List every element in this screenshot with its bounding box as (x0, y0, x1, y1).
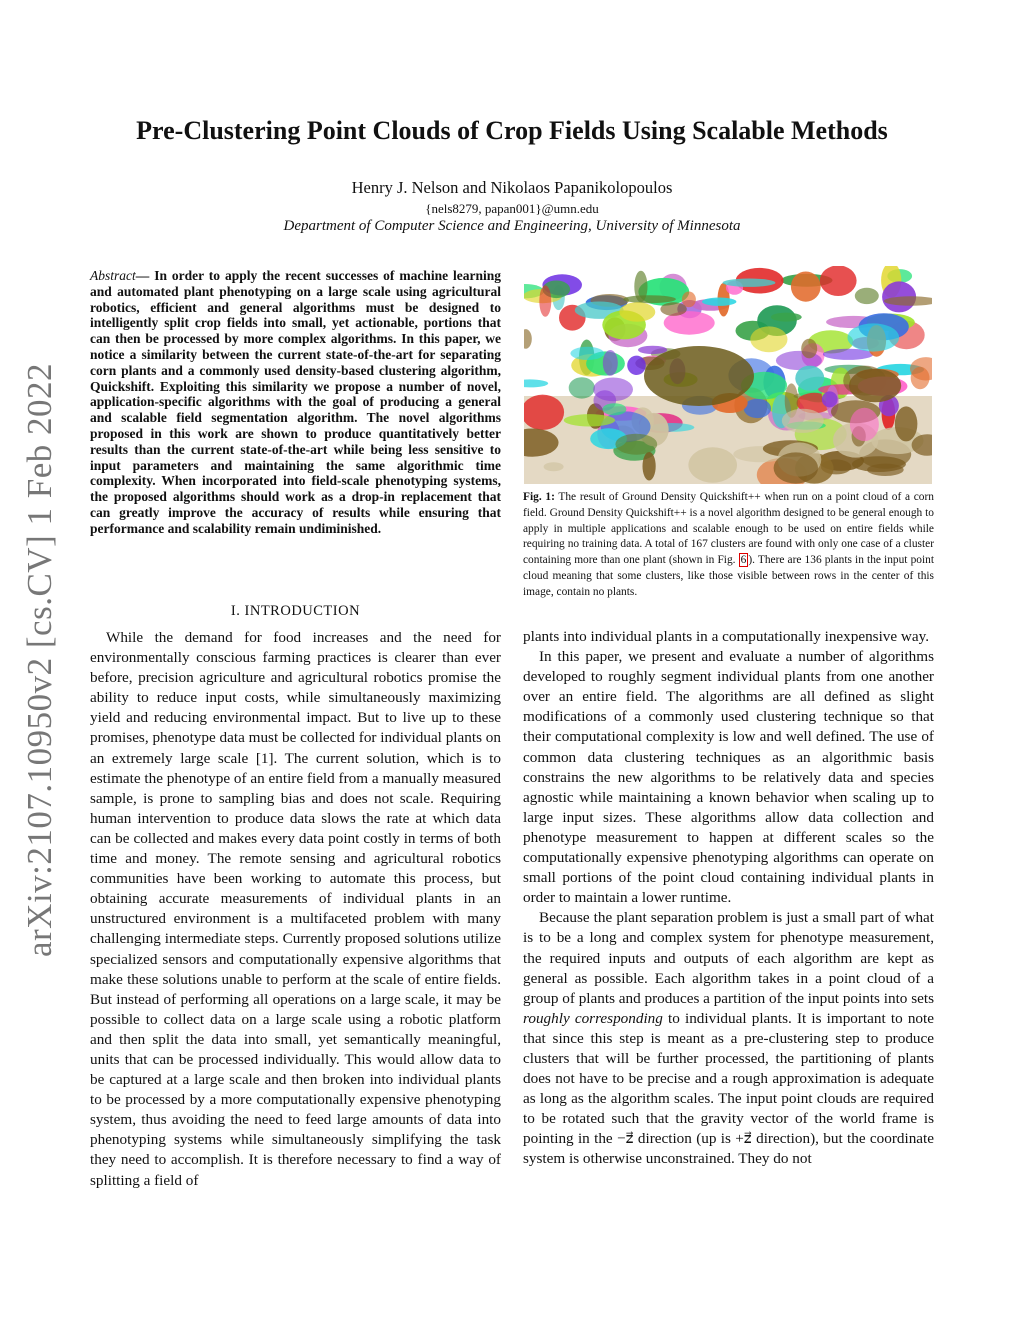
point-cluster (539, 285, 551, 316)
point-cluster (638, 346, 667, 354)
affiliation: Department of Computer Science and Engineering, University of Minnesota (283, 218, 741, 234)
section-title: INTRODUCTION (244, 603, 361, 619)
paper-title: Pre-Clustering Point Clouds of Crop Fields Using Scalable Methods (136, 116, 888, 145)
author-emails: {nels8279, papan001}@umn.edu (425, 201, 599, 216)
point-cluster (643, 452, 656, 481)
p3-part-c: direction (up is (633, 1130, 736, 1148)
point-cluster (615, 434, 657, 455)
caption-text-1: The result of Ground Density Quickshift++ when run on a point cloud of a corn field. Ground Density Quickshift++ is a novel algorithm designed to be general enough to apply in multiple applications and scalable enough to be used on entire fields while requiring no training data. A total of 167 clusters are found with only one case of a cluster containing more than one plant (shown in Fig. (523, 491, 934, 567)
point-cluster (911, 367, 930, 389)
p3-part-b: to individual plants. It is important to note that since this step is meant as a pre-clustering step to produce clusters that will be further processed, the partitioning of plants does not have to be precise and a rough approximation is adequate as long as the algorithm scales. The input point clouds are required to be rotated such that the gravity vector of the world frame is pointing in the (523, 1009, 934, 1148)
point-cluster (850, 408, 879, 441)
point-cluster (848, 323, 900, 351)
abstract (90, 268, 501, 537)
paper-authors: Henry J. Nelson and Nikolaos Papanikolopoulos (351, 178, 673, 197)
plus-z-vector: +z⃗ (735, 1130, 752, 1148)
figure-label: Fig. 1: (523, 491, 555, 503)
minus-z-vector: −z⃗ (617, 1130, 634, 1148)
point-cluster (627, 356, 646, 375)
point-cluster (822, 391, 838, 407)
figure-caption (523, 490, 934, 601)
point-cluster (644, 346, 754, 406)
point-cluster (619, 302, 655, 321)
section-heading-introduction (90, 603, 501, 620)
point-cluster (791, 272, 821, 302)
point-cluster (570, 347, 604, 360)
right-column-body (523, 627, 934, 1170)
point-cluster (602, 403, 626, 415)
figure-reference-link[interactable]: 6 (740, 554, 747, 567)
point-cluster (820, 266, 857, 296)
point-cluster (524, 329, 532, 349)
point-cluster (723, 279, 776, 287)
arxiv-id: arXiv:2107.10950v2 [cs.CV] 1 Feb 2022 (20, 362, 59, 958)
point-cluster (750, 326, 787, 352)
point-cluster (569, 377, 595, 398)
point-cluster (603, 350, 618, 376)
introduction-body (90, 628, 501, 1191)
paragraph-continuation: plants into individual plants in a computationally inexpensive way. (523, 628, 930, 645)
point-cluster (849, 369, 901, 403)
point-cluster (782, 409, 824, 433)
point-cluster (895, 406, 918, 441)
abstract-dash: — (135, 268, 155, 283)
point-cluster (623, 295, 676, 303)
section-number: I. (230, 603, 241, 619)
point-cluster (660, 302, 686, 316)
point-cluster (564, 414, 615, 426)
point-cluster (855, 288, 879, 304)
p3-emphasis: roughly corresponding (523, 1009, 663, 1027)
paragraph-algorithms: In this paper, we present and evaluate a number of algorithms developed to roughly segment individual plants from one another over an entire field. The algorithms are all defined as slight modifications of a commonly used clustering technique so that their computational complexity is low and well defined. The use of common data clustering techniques as an algorithmic basis constrains the new algorithms to be relatively data and species agnostic while maintaining a known behavior when scaling up to large input sizes. These algorithms allow data collection and phenotype measurement to happen at different scales so the computationally expensive phenotyping algorithms can operate on small portions of the point cloud containing individual plants in order to maintain a lower runtime. (523, 648, 934, 907)
p3-part-a: Because the plant separation problem is just a small part of what is to be a long and complex system for phenotype measurement, the required inputs and outputs of each algorithm are kept as general as possible. Each algorithm takes in a point cloud of a group of plants and produces a partition of the input points into sets (523, 909, 934, 1007)
point-cluster (744, 399, 771, 418)
point-cluster (867, 464, 904, 476)
intro-paragraph: While the demand for food increases and the need for environmentally conscious farming practices is clearer than ever before, precision agriculture and agricultural robotics promise the ability to reduce input costs, while simultaneously maximizing yield and reducing environmental impact. But to live up to these promises, phenotype data must be collected for individual plants on an extremely large scale [1]. The current solution, which is to estimate the phenotype of an entire field from a manually measured sample, is prone to sampling bias and does not scale. Requiring human intervention to produce data slows the rate at which data can be collected and makes every data point costly in terms of both time and money. The remote sensing and agricultural robotics communities have been working to automate this process, but obtaining accurate measurements of individual plants in an unstructured environment is a multifaceted problem with many challenging intermediate steps. Currently proposed solutions utilize specialized sensors and computationally expensive algorithms that make these solutions unable to perform at the scale of entire fields. But instead of performing all operations on a large scale, it may be possible to collect data on a large scale using a robotic platform and then split the data into small, yet semantically meaningful, units that can be processed individually. This would allow data to be captured at a large scale and then broken into individual plants to be processed by a more computationally expensive phenotyping system, thus avoiding the need to feed large amounts of data into phenotyping systems while simultaneously simplifying the task they need to accomplish. It is therefore necessary to find a way of splitting a field of (90, 629, 501, 1189)
caption-text-2: ). There are 136 plants in the input point cloud meaning that some clusters, like those visible between rows in the center of this image, contain no plants. (523, 554, 934, 598)
p3-part-d: direction), but the coordinate system is otherwise unconstrained. They do not (523, 1130, 935, 1168)
point-cluster (524, 379, 548, 387)
point-cluster (544, 462, 564, 471)
figure-point-cloud (524, 266, 932, 484)
point-cluster (688, 447, 737, 482)
point-cluster (771, 313, 802, 322)
paragraph-plant-separation (523, 908, 934, 1169)
point-cluster (801, 339, 817, 359)
point-cluster (795, 366, 824, 391)
point-cluster (634, 271, 647, 303)
abstract-text: In order to apply the recent successes of machine learning and automated plant phenotyping on a large scale using agricultural robotics, efficient and general algorithms must be designed to intelligently split crop fields into small, yet actionable, portions that can then be processed by more complex algorithms. In this paper, we notice a similarity between the current state-of-the-art for separating corn plants and a commonly used density-based clustering algorithm, Quickshift. Exploiting this similarity we propose a number of novel, application-specific algorithms with the goal of producing a general and scalable field segmentation algorithm. The novel algorithms proposed in this work are shown to produce quantitatively better results than the current state-of-the-art while being less sensitive to input parameters and maintaining the same algorithmic time complexity. When incorporated into field-scale phenotyping systems, the proposed algorithms should work as a drop-in replacement that can greatly improve the accuracy of results while ensuring that performance and scalability remain undiminished. (90, 268, 501, 536)
arxiv-watermark (20, 360, 60, 960)
point-cluster (702, 298, 736, 306)
point-cluster (774, 452, 818, 483)
abstract-label: Abstract (90, 268, 136, 283)
